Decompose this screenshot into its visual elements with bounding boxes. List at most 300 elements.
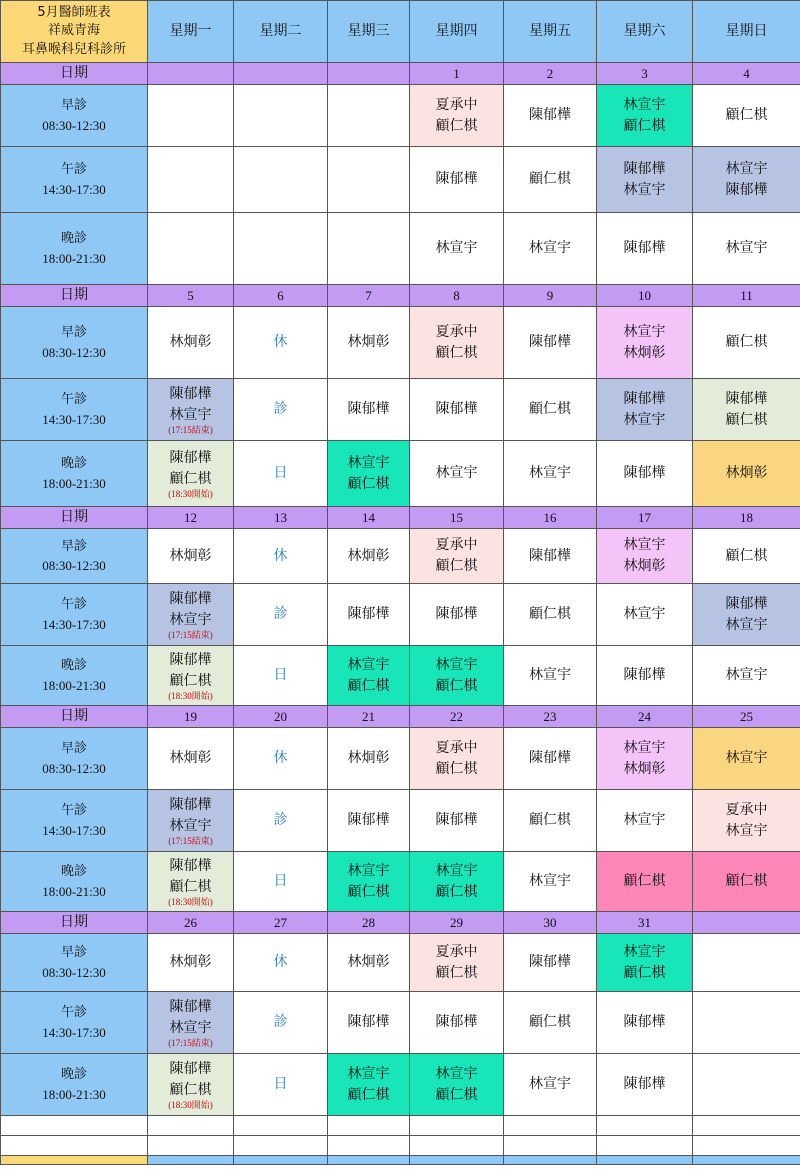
doctor-name: 顧仁棋: [435, 760, 478, 777]
evening-row: [1, 441, 800, 507]
doctor-name: 林宣宇: [623, 606, 666, 622]
date-cell-thu: 22: [410, 706, 504, 728]
slot-time: 08:30-12:30: [42, 760, 106, 776]
afternoon-row: [1, 584, 800, 646]
doctor-name: 顧仁棋: [435, 117, 478, 134]
shift-cell-sun: [693, 379, 800, 441]
doctor-name: 林宣宇: [529, 873, 571, 889]
title-line-3: 耳鼻喉科兒科診所: [21, 41, 126, 57]
slot-time: 18:00-21:30: [42, 250, 106, 266]
doctor-name: 顧仁棋: [725, 334, 768, 350]
doctor-name: 林宣宇: [435, 465, 478, 481]
shift-cell-mon: [148, 379, 234, 441]
doctor-name: 林炯彰: [169, 334, 212, 350]
date-row: [1, 912, 800, 934]
doctor-name: 陳郁樺: [529, 547, 571, 564]
doctor-name: 陳郁樺: [169, 651, 212, 668]
doctor-name: 林炯彰: [347, 547, 390, 564]
shift-cell-tue: [234, 790, 328, 852]
shift-cell-sat: [597, 213, 693, 285]
slot-name: 午診: [60, 1005, 87, 1020]
doctor-name: 陳郁樺: [725, 181, 768, 198]
date-cell-tue: 27: [234, 912, 328, 934]
shift-cell-wed: [328, 934, 410, 992]
closed-day-label: 休: [273, 954, 288, 970]
doctor-name: 顧仁棋: [435, 344, 478, 361]
doctor-name: 林宣宇: [435, 656, 478, 673]
date-label: 日期: [1, 912, 148, 934]
doctor-name: 陳郁樺: [435, 606, 478, 622]
title-line-2: 祥威青海: [47, 23, 100, 39]
slot-time: 14:30-17:30: [42, 1024, 106, 1040]
end-time-note: (17:15結束): [168, 424, 213, 435]
doctor-name: 林宣宇: [725, 667, 768, 683]
schedule-title: [1, 1, 148, 63]
doctor-name: 夏承中: [725, 801, 768, 818]
shift-cell-fri: [504, 441, 597, 507]
closed-day-label: 日: [273, 1076, 288, 1092]
doctor-name: 顧仁棋: [725, 547, 768, 564]
shift-cell-sun: [693, 646, 800, 706]
date-cell-thu: 8: [410, 285, 504, 307]
shift-cell-mon: [148, 529, 234, 584]
slot-time: 14:30-17:30: [42, 181, 106, 197]
closed-day-label: 休: [273, 750, 288, 766]
date-cell-mon: 5: [148, 285, 234, 307]
doctor-name: 顧仁棋: [623, 873, 666, 889]
shift-cell-wed: [328, 1054, 410, 1116]
shift-cell-wed: [328, 379, 410, 441]
shift-cell-sat: [597, 441, 693, 507]
doctor-name: 林宣宇: [169, 611, 212, 628]
shift-cell-tue: [234, 934, 328, 992]
shift-cell-mon: [148, 213, 234, 285]
slot-time: 08:30-12:30: [42, 344, 106, 360]
shift-cell-mon: [148, 790, 234, 852]
day-header-tue: 星期二: [234, 1, 328, 63]
doctor-name: 林宣宇: [347, 1065, 390, 1082]
footer-cell: [328, 1156, 410, 1165]
shift-cell-thu: [410, 992, 504, 1054]
slot-label-afternoon: [1, 147, 148, 213]
shift-cell-tue: [234, 85, 328, 147]
date-row: [1, 285, 800, 307]
date-cell-wed: 7: [328, 285, 410, 307]
shift-cell-fri: [504, 85, 597, 147]
empty-cell: [597, 1116, 693, 1136]
slot-label-morning: [1, 307, 148, 379]
doctor-name: 陳郁樺: [529, 750, 571, 766]
date-cell-mon: 12: [148, 507, 234, 529]
doctor-name: 陳郁樺: [623, 240, 666, 256]
date-cell-sat: 24: [597, 706, 693, 728]
empty-cell: [328, 1116, 410, 1136]
shift-cell-mon: [148, 1054, 234, 1116]
empty-row: [1, 1116, 800, 1136]
shift-cell-mon: [148, 992, 234, 1054]
shift-cell-wed: [328, 992, 410, 1054]
empty-cell: [1, 1116, 148, 1136]
shift-cell-tue: [234, 852, 328, 912]
date-cell-sat: 3: [597, 63, 693, 85]
empty-cell: [597, 1136, 693, 1156]
slot-label-evening: [1, 646, 148, 706]
shift-cell-tue: [234, 728, 328, 790]
shift-cell-sat: [597, 584, 693, 646]
slot-time: 14:30-17:30: [42, 411, 106, 427]
doctor-name: 林炯彰: [623, 344, 666, 361]
doctor-name: 林炯彰: [169, 750, 212, 766]
doctor-name: 林宣宇: [169, 406, 212, 423]
doctor-name: 陳郁樺: [169, 449, 212, 466]
closed-day-label: 日: [273, 667, 288, 683]
doctor-name: 陳郁樺: [529, 334, 571, 350]
slot-label-afternoon: [1, 379, 148, 441]
date-cell-tue: 13: [234, 507, 328, 529]
shift-cell-fri: [504, 213, 597, 285]
slot-name: 早診: [60, 98, 87, 113]
shift-cell-sun: [693, 790, 800, 852]
date-cell-sun: 25: [693, 706, 800, 728]
doctor-name: 夏承中: [435, 943, 478, 960]
doctor-name: 陳郁樺: [347, 1014, 390, 1030]
shift-cell-wed: [328, 147, 410, 213]
shift-cell-sat: [597, 379, 693, 441]
doctor-name: 陳郁樺: [623, 160, 666, 177]
footer-cell: [1, 1156, 148, 1165]
start-time-note: (18:30開始): [168, 690, 213, 701]
doctor-name: 林炯彰: [347, 750, 390, 766]
shift-cell-sat: [597, 934, 693, 992]
doctor-name: 陳郁樺: [435, 812, 478, 828]
shift-cell-thu: [410, 147, 504, 213]
empty-cell: [504, 1116, 597, 1136]
shift-cell-tue: [234, 441, 328, 507]
slot-label-afternoon: [1, 584, 148, 646]
shift-cell-fri: [504, 379, 597, 441]
empty-cell: [234, 1116, 328, 1136]
doctor-name: 陳郁樺: [529, 107, 571, 123]
slot-name: 晚診: [60, 231, 87, 246]
shift-cell-fri: [504, 728, 597, 790]
shift-cell-thu: [410, 790, 504, 852]
shift-cell-mon: [148, 934, 234, 992]
closed-day-label: 診: [273, 401, 288, 417]
slot-time: 08:30-12:30: [42, 558, 106, 573]
shift-cell-mon: [148, 584, 234, 646]
footer-strip: [1, 1156, 800, 1165]
doctor-name: 陳郁樺: [623, 390, 666, 407]
doctor-name: 林宣宇: [623, 96, 666, 113]
day-header-sun: 星期日: [693, 1, 800, 63]
closed-day-label: 日: [273, 465, 288, 481]
doctor-name: 陳郁樺: [623, 465, 666, 481]
evening-row: [1, 852, 800, 912]
shift-cell-thu: [410, 934, 504, 992]
doctor-name: 顧仁棋: [347, 677, 390, 694]
shift-cell-fri: [504, 1054, 597, 1116]
date-cell-thu: 1: [410, 63, 504, 85]
shift-cell-thu: [410, 379, 504, 441]
footer-cell: [148, 1156, 234, 1165]
afternoon-row: [1, 992, 800, 1054]
shift-cell-wed: [328, 85, 410, 147]
date-cell-fri: 23: [504, 706, 597, 728]
doctor-name: 顧仁棋: [435, 558, 478, 574]
shift-cell-sat: [597, 85, 693, 147]
date-cell-fri: 30: [504, 912, 597, 934]
date-cell-sat: 10: [597, 285, 693, 307]
shift-cell-wed: [328, 529, 410, 584]
doctor-name: 顧仁棋: [529, 171, 571, 187]
date-label: 日期: [1, 507, 148, 529]
shift-cell-thu: [410, 307, 504, 379]
shift-cell-tue: [234, 379, 328, 441]
shift-cell-mon: [148, 307, 234, 379]
date-cell-fri: 16: [504, 507, 597, 529]
doctor-name: 顧仁棋: [725, 873, 768, 889]
empty-row: [1, 1136, 800, 1156]
date-cell-wed: 28: [328, 912, 410, 934]
date-cell-sun: [693, 912, 800, 934]
empty-cell: [328, 1136, 410, 1156]
doctor-name: 陳郁樺: [725, 390, 768, 407]
shift-cell-sun: [693, 529, 800, 584]
doctor-name: 顧仁棋: [529, 1014, 571, 1030]
shift-cell-tue: [234, 307, 328, 379]
shift-cell-sun: [693, 852, 800, 912]
empty-cell: [148, 1136, 234, 1156]
shift-cell-mon: [148, 728, 234, 790]
morning-row: [1, 728, 800, 790]
slot-name: 早診: [60, 945, 87, 960]
slot-time: 14:30-17:30: [42, 822, 106, 838]
date-cell-mon: 19: [148, 706, 234, 728]
shift-cell-sun: [693, 584, 800, 646]
footer-cell: [693, 1156, 800, 1165]
doctor-name: 陳郁樺: [169, 1060, 212, 1077]
evening-row: [1, 646, 800, 706]
date-cell-wed: [328, 63, 410, 85]
start-time-note: (18:30開始): [168, 1099, 213, 1110]
shift-cell-sat: [597, 992, 693, 1054]
slot-label-afternoon: [1, 992, 148, 1054]
date-cell-thu: 15: [410, 507, 504, 529]
shift-cell-sun: [693, 728, 800, 790]
doctor-name: 林宣宇: [623, 943, 666, 960]
doctor-name: 林宣宇: [529, 240, 571, 256]
start-time-note: (18:30開始): [168, 488, 213, 499]
doctor-name: 顧仁棋: [435, 883, 478, 900]
doctor-name: 陳郁樺: [169, 998, 212, 1015]
day-header-thu: 星期四: [410, 1, 504, 63]
empty-cell: [1, 1136, 148, 1156]
shift-cell-sun: [693, 934, 800, 992]
date-cell-wed: 14: [328, 507, 410, 529]
shift-cell-fri: [504, 992, 597, 1054]
slot-name: 午診: [60, 162, 87, 177]
slot-label-morning: [1, 728, 148, 790]
empty-cell: [148, 1116, 234, 1136]
shift-cell-thu: [410, 1054, 504, 1116]
doctor-name: 林宣宇: [529, 465, 571, 481]
doctor-name: 林宣宇: [725, 822, 768, 839]
evening-row: [1, 1054, 800, 1116]
doctor-name: 顧仁棋: [529, 401, 571, 417]
slot-name: 晚診: [60, 1067, 87, 1082]
shift-cell-thu: [410, 85, 504, 147]
doctor-name: 林炯彰: [169, 547, 212, 564]
date-row: [1, 706, 800, 728]
shift-cell-fri: [504, 529, 597, 584]
doctor-name: 林宣宇: [347, 862, 390, 879]
shift-cell-fri: [504, 584, 597, 646]
slot-time: 08:30-12:30: [42, 964, 106, 980]
shift-cell-mon: [148, 441, 234, 507]
shift-cell-fri: [504, 852, 597, 912]
slot-name: 晚診: [60, 456, 87, 471]
doctor-name: 陳郁樺: [435, 401, 478, 417]
shift-cell-sat: [597, 646, 693, 706]
doctor-name: 陳郁樺: [169, 385, 212, 402]
doctor-name: 林宣宇: [725, 750, 768, 766]
doctor-name: 顧仁棋: [169, 470, 212, 487]
doctor-name: 林宣宇: [623, 537, 666, 553]
slot-label-evening: [1, 852, 148, 912]
shift-cell-wed: [328, 584, 410, 646]
slot-time: 14:30-17:30: [42, 616, 106, 632]
date-label: 日期: [1, 285, 148, 307]
footer-cell: [504, 1156, 597, 1165]
doctor-name: 夏承中: [435, 323, 478, 340]
morning-row: [1, 85, 800, 147]
shift-cell-sun: [693, 85, 800, 147]
shift-cell-sat: [597, 529, 693, 584]
doctor-name: 林宣宇: [347, 656, 390, 673]
shift-cell-sun: [693, 147, 800, 213]
shift-cell-sat: [597, 790, 693, 852]
shift-cell-tue: [234, 213, 328, 285]
empty-cell: [693, 1116, 800, 1136]
date-cell-tue: 6: [234, 285, 328, 307]
doctor-name: 陳郁樺: [623, 1076, 666, 1092]
shift-cell-sat: [597, 852, 693, 912]
date-cell-sun: 18: [693, 507, 800, 529]
slot-label-evening: [1, 1054, 148, 1116]
doctor-name: 陳郁樺: [169, 796, 212, 813]
doctor-name: 顧仁棋: [169, 672, 212, 689]
end-time-note: (17:15結束): [168, 835, 213, 846]
empty-cell: [234, 1136, 328, 1156]
doctor-name: 顧仁棋: [623, 964, 666, 981]
doctor-name: 顧仁棋: [347, 883, 390, 900]
shift-cell-mon: [148, 646, 234, 706]
doctor-name: 夏承中: [435, 537, 478, 553]
afternoon-row: [1, 790, 800, 852]
date-cell-tue: [234, 63, 328, 85]
doctor-name: 林炯彰: [623, 760, 666, 777]
empty-cell: [410, 1136, 504, 1156]
doctor-name: 林宣宇: [725, 160, 768, 177]
closed-day-label: 診: [273, 812, 288, 828]
day-header-mon: 星期一: [148, 1, 234, 63]
slot-time: 18:00-21:30: [42, 677, 106, 693]
doctor-name: 陳郁樺: [347, 401, 390, 417]
day-header-sat: 星期六: [597, 1, 693, 63]
shift-cell-thu: [410, 852, 504, 912]
morning-row: [1, 934, 800, 992]
shift-cell-mon: [148, 852, 234, 912]
shift-cell-thu: [410, 441, 504, 507]
date-cell-wed: 21: [328, 706, 410, 728]
shift-cell-wed: [328, 307, 410, 379]
date-cell-fri: 9: [504, 285, 597, 307]
doctor-name: 顧仁棋: [623, 117, 666, 134]
closed-day-label: 日: [273, 873, 288, 889]
shift-cell-wed: [328, 213, 410, 285]
shift-cell-sat: [597, 307, 693, 379]
shift-cell-sat: [597, 1054, 693, 1116]
afternoon-row: [1, 147, 800, 213]
slot-name: 午診: [60, 597, 87, 612]
doctor-name: 林宣宇: [623, 181, 666, 198]
doctor-name: 林炯彰: [347, 334, 390, 350]
slot-name: 晚診: [60, 864, 87, 879]
shift-cell-tue: [234, 646, 328, 706]
schedule-body: [1, 1, 800, 1165]
shift-cell-wed: [328, 441, 410, 507]
shift-cell-tue: [234, 529, 328, 584]
doctor-name: 顧仁棋: [435, 1086, 478, 1103]
date-row: [1, 63, 800, 85]
date-cell-sat: 17: [597, 507, 693, 529]
doctor-name: 夏承中: [435, 96, 478, 113]
shift-cell-fri: [504, 307, 597, 379]
doctor-name: 顧仁棋: [169, 878, 212, 895]
doctor-name: 林宣宇: [623, 323, 666, 340]
date-cell-sun: 4: [693, 63, 800, 85]
slot-label-evening: [1, 441, 148, 507]
slot-label-evening: [1, 213, 148, 285]
doctor-name: 林宣宇: [529, 667, 571, 683]
shift-cell-sun: [693, 992, 800, 1054]
doctor-name: 陳郁樺: [529, 954, 571, 970]
doctor-name: 林炯彰: [169, 954, 212, 970]
shift-cell-mon: [148, 147, 234, 213]
slot-name: 午診: [60, 392, 87, 407]
end-time-note: (17:15結束): [168, 1037, 213, 1048]
shift-cell-mon: [148, 85, 234, 147]
doctor-name: 顧仁棋: [347, 475, 390, 492]
slot-label-afternoon: [1, 790, 148, 852]
doctor-name: 林炯彰: [347, 954, 390, 970]
shift-cell-wed: [328, 646, 410, 706]
header-row: [1, 1, 800, 63]
doctor-name: 林宣宇: [623, 739, 666, 756]
shift-cell-thu: [410, 646, 504, 706]
doctor-name: 陳郁樺: [623, 667, 666, 683]
shift-cell-thu: [410, 529, 504, 584]
afternoon-row: [1, 379, 800, 441]
doctor-name: 陳郁樺: [435, 171, 478, 187]
shift-cell-sun: [693, 441, 800, 507]
slot-name: 午診: [60, 803, 87, 818]
shift-cell-sat: [597, 147, 693, 213]
slot-name: 早診: [60, 538, 87, 554]
empty-cell: [693, 1136, 800, 1156]
doctor-name: 顧仁棋: [169, 1081, 212, 1098]
shift-cell-tue: [234, 147, 328, 213]
